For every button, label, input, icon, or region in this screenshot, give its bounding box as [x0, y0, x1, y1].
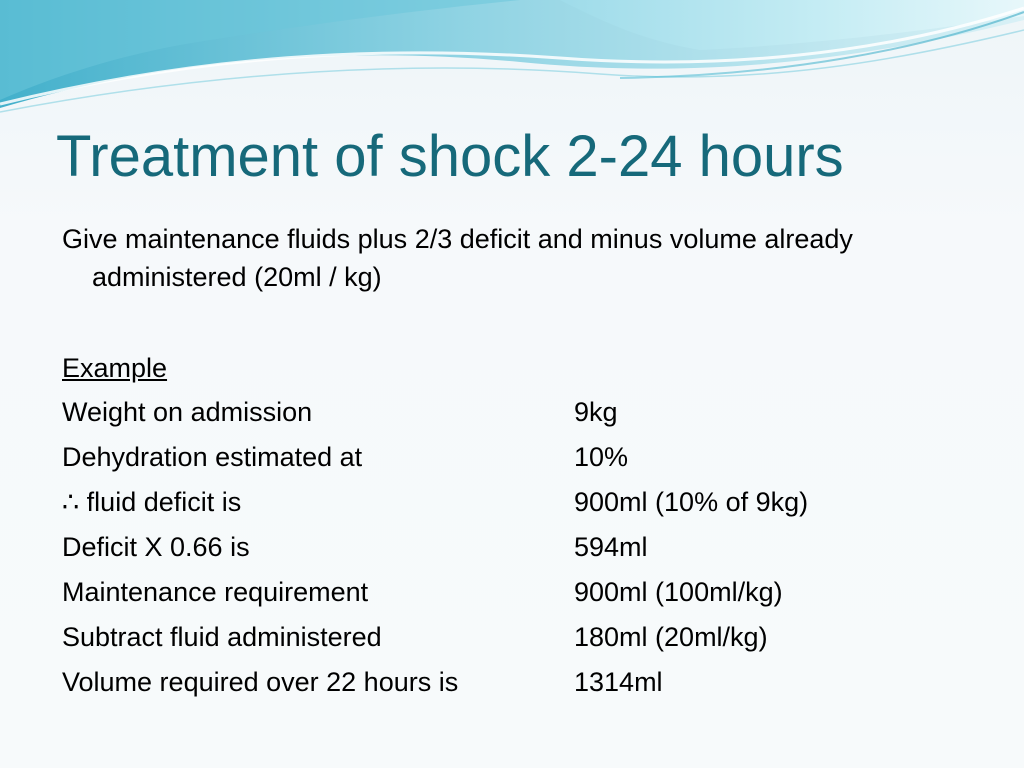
example-row — [62, 663, 962, 708]
row-label: Subtract fluid administered — [62, 622, 382, 652]
example-section — [62, 349, 962, 708]
example-row — [62, 393, 962, 438]
row-label: Maintenance requirement — [62, 577, 369, 607]
example-row — [62, 573, 962, 618]
row-value: 10% — [574, 442, 629, 472]
row-value: 900ml (100ml/kg) — [574, 577, 783, 607]
row-label: Dehydration estimated at — [62, 442, 363, 472]
row-value: 594ml — [574, 532, 648, 562]
intro-paragraph: Give maintenance fluids plus 2/3 deficit and minus volume already administered (20ml / kg) — [62, 224, 853, 292]
example-row — [62, 618, 962, 663]
example-row — [62, 483, 962, 528]
slide-body — [62, 220, 962, 708]
row-value: 900ml (10% of 9kg) — [574, 487, 809, 517]
example-heading: Example — [62, 353, 168, 383]
example-row — [62, 438, 962, 483]
example-row — [62, 528, 962, 573]
slide-title: Treatment of shock 2-24 hours — [56, 124, 844, 189]
decorative-wave-banner — [0, 0, 1024, 120]
row-label: Deficit X 0.66 is — [62, 532, 250, 562]
row-value: 180ml (20ml/kg) — [574, 622, 768, 652]
row-value: 9kg — [574, 397, 618, 427]
row-label: Volume required over 22 hours is — [62, 667, 459, 697]
row-label: Weight on admission — [62, 397, 313, 427]
row-label: ∴ fluid deficit is — [62, 487, 242, 517]
example-rows — [62, 393, 962, 708]
row-value: 1314ml — [574, 667, 663, 697]
